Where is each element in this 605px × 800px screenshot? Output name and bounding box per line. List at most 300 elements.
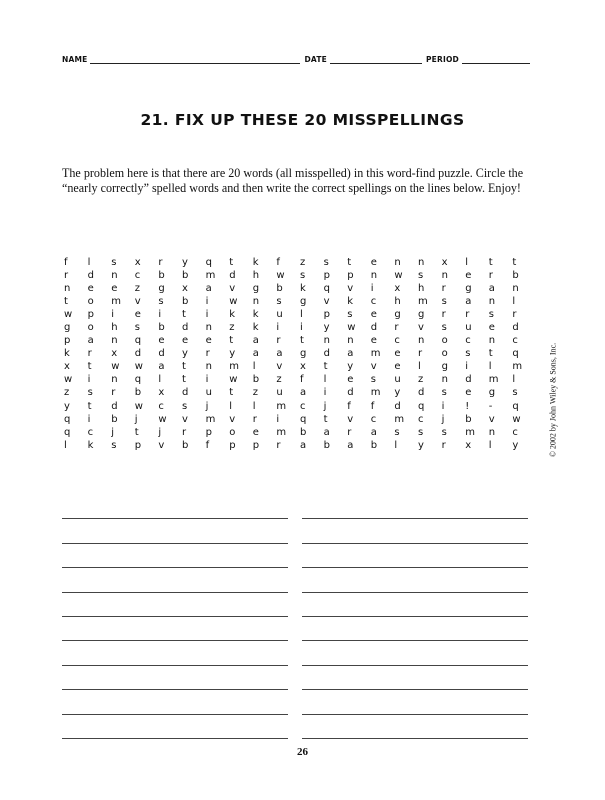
grid-letter[interactable]: j xyxy=(134,413,138,425)
name-blank[interactable] xyxy=(90,54,300,64)
grid-letter[interactable]: s xyxy=(347,309,353,321)
grid-letter[interactable]: z xyxy=(134,283,141,295)
grid-letter[interactable]: s xyxy=(370,374,377,386)
grid-letter[interactable]: w xyxy=(111,361,120,373)
grid-letter[interactable]: c xyxy=(370,413,377,425)
grid-letter[interactable]: g xyxy=(465,283,472,295)
grid-letter[interactable]: v xyxy=(347,413,354,425)
grid-letter[interactable]: m xyxy=(465,426,475,438)
grid-letter[interactable]: q xyxy=(418,400,425,412)
grid-letter[interactable]: x xyxy=(300,361,306,373)
grid-letter[interactable]: w xyxy=(229,296,238,308)
grid-letter[interactable]: s xyxy=(418,270,424,282)
grid-letter[interactable]: p xyxy=(205,426,212,438)
grid-letter[interactable]: n xyxy=(370,270,378,282)
grid-letter[interactable]: j xyxy=(205,400,209,412)
grid-letter[interactable]: c xyxy=(465,335,471,347)
grid-letter[interactable]: k xyxy=(229,309,235,321)
grid-letter[interactable]: a xyxy=(465,296,472,308)
grid-letter[interactable]: q xyxy=(300,413,307,425)
grid-letter[interactable]: k xyxy=(64,348,70,360)
grid-letter[interactable]: f xyxy=(347,400,351,412)
answer-line[interactable] xyxy=(62,593,288,617)
grid-letter[interactable]: t xyxy=(300,335,304,347)
grid-letter[interactable]: ! xyxy=(465,400,470,412)
grid-letter[interactable]: b xyxy=(182,439,189,451)
grid-letter[interactable]: n xyxy=(488,296,496,308)
grid-letter[interactable]: a xyxy=(347,348,354,360)
grid-letter[interactable]: w xyxy=(64,374,73,386)
grid-letter[interactable]: n xyxy=(252,296,260,308)
answer-line[interactable] xyxy=(62,519,288,543)
answer-line[interactable] xyxy=(302,544,528,568)
grid-letter[interactable]: q xyxy=(64,413,71,425)
grid-letter[interactable]: k xyxy=(252,322,259,334)
grid-letter[interactable]: m xyxy=(370,348,381,360)
grid-letter[interactable]: m xyxy=(205,270,216,282)
grid-letter[interactable]: e xyxy=(465,270,472,282)
grid-letter[interactable]: v xyxy=(134,296,141,308)
grid-letter[interactable]: q xyxy=(512,348,519,360)
grid-letter[interactable]: l xyxy=(64,439,67,451)
grid-letter[interactable]: e xyxy=(111,283,118,295)
grid-letter[interactable]: d xyxy=(87,270,94,282)
answer-line[interactable] xyxy=(62,715,288,739)
answer-line[interactable] xyxy=(302,641,528,665)
grid-letter[interactable]: s xyxy=(394,426,400,438)
grid-letter[interactable]: l xyxy=(512,374,516,386)
grid-letter[interactable]: x xyxy=(158,387,165,399)
grid-letter[interactable]: i xyxy=(465,361,468,373)
grid-letter[interactable]: l xyxy=(229,400,232,412)
grid-letter[interactable]: r xyxy=(205,348,210,360)
grid-letter[interactable]: l xyxy=(418,361,421,373)
grid-letter[interactable]: b xyxy=(300,426,307,438)
grid-letter[interactable]: b xyxy=(182,270,189,282)
grid-letter[interactable]: x xyxy=(394,283,401,295)
grid-letter[interactable]: s xyxy=(158,296,164,308)
grid-letter[interactable]: l xyxy=(300,309,303,321)
grid-letter[interactable]: i xyxy=(300,322,303,334)
grid-letter[interactable]: y xyxy=(512,439,519,451)
grid-letter[interactable]: a xyxy=(488,283,495,295)
grid-letter[interactable]: c xyxy=(370,296,377,308)
grid-letter[interactable]: l xyxy=(488,361,492,373)
grid-letter[interactable]: b xyxy=(465,413,472,425)
grid-letter[interactable]: f xyxy=(276,257,280,268)
grid-letter[interactable]: r xyxy=(158,257,163,268)
grid-letter[interactable]: t xyxy=(229,387,234,399)
grid-letter[interactable]: n xyxy=(64,283,71,295)
grid-letter[interactable]: n xyxy=(111,270,118,282)
grid-letter[interactable]: b xyxy=(158,322,165,334)
grid-letter[interactable]: m xyxy=(512,361,523,373)
grid-letter[interactable]: m xyxy=(111,296,121,308)
grid-letter[interactable]: f xyxy=(370,400,375,412)
grid-letter[interactable]: s xyxy=(441,426,447,438)
grid-letter[interactable]: w xyxy=(134,361,143,373)
grid-letter[interactable]: s xyxy=(111,439,117,451)
answer-line[interactable] xyxy=(62,641,288,665)
grid-letter[interactable]: g xyxy=(394,309,401,321)
grid-letter[interactable]: l xyxy=(158,374,162,386)
grid-letter[interactable]: j xyxy=(111,426,114,438)
grid-letter[interactable]: a xyxy=(252,348,259,360)
grid-letter[interactable]: d xyxy=(158,348,165,360)
grid-letter[interactable]: k xyxy=(252,257,259,268)
grid-letter[interactable]: d xyxy=(418,387,425,399)
grid-letter[interactable]: l xyxy=(465,257,468,268)
grid-letter[interactable]: t xyxy=(323,361,328,373)
grid-letter[interactable]: q xyxy=(134,374,142,386)
grid-letter[interactable]: b xyxy=(370,439,378,451)
grid-letter[interactable]: k xyxy=(300,283,306,295)
grid-letter[interactable]: n xyxy=(488,335,496,347)
grid-letter[interactable]: m xyxy=(205,413,216,425)
grid-letter[interactable]: w xyxy=(64,309,73,321)
grid-letter[interactable]: y xyxy=(323,322,330,334)
grid-letter[interactable]: v xyxy=(347,283,354,295)
grid-letter[interactable]: s xyxy=(512,387,518,399)
grid-letter[interactable]: o xyxy=(229,426,236,438)
grid-letter[interactable]: l xyxy=(488,439,492,451)
grid-letter[interactable]: s xyxy=(441,322,447,334)
grid-letter[interactable]: g xyxy=(64,322,71,334)
grid-letter[interactable]: p xyxy=(64,335,71,347)
grid-letter[interactable]: h xyxy=(252,270,260,282)
grid-letter[interactable]: z xyxy=(300,257,306,268)
answer-line[interactable] xyxy=(302,593,528,617)
grid-letter[interactable]: s xyxy=(418,426,424,438)
grid-letter[interactable]: t xyxy=(347,257,352,268)
grid-letter[interactable]: c xyxy=(512,335,518,347)
grid-letter[interactable]: a xyxy=(205,283,212,295)
grid-letter[interactable]: s xyxy=(182,400,188,412)
grid-letter[interactable]: w xyxy=(394,270,403,282)
grid-letter[interactable]: l xyxy=(252,361,256,373)
grid-letter[interactable]: c xyxy=(87,426,94,438)
grid-letter[interactable]: c xyxy=(158,400,164,412)
grid-letter[interactable]: j xyxy=(158,426,162,438)
grid-letter[interactable]: r xyxy=(87,348,92,360)
grid-letter[interactable]: z xyxy=(418,374,424,386)
grid-letter[interactable]: a xyxy=(370,426,377,438)
grid-letter[interactable]: d xyxy=(182,387,189,399)
grid-letter[interactable]: s xyxy=(300,270,306,282)
grid-letter[interactable]: u xyxy=(276,309,283,321)
grid-letter[interactable]: b xyxy=(252,374,260,386)
grid-letter[interactable]: a xyxy=(347,439,354,451)
grid-letter[interactable]: n xyxy=(488,426,496,438)
grid-letter[interactable]: v xyxy=(229,413,236,425)
grid-letter[interactable]: n xyxy=(418,335,425,347)
grid-letter[interactable]: w xyxy=(158,413,167,425)
grid-letter[interactable]: x xyxy=(441,257,448,268)
grid-letter[interactable]: n xyxy=(205,322,212,334)
grid-letter[interactable]: s xyxy=(111,257,117,268)
grid-letter[interactable]: y xyxy=(229,348,236,360)
grid-letter[interactable]: x xyxy=(465,439,472,451)
grid-letter[interactable]: e xyxy=(182,335,189,347)
grid-letter[interactable]: a xyxy=(323,426,330,438)
grid-letter[interactable]: c xyxy=(418,413,424,425)
grid-letter[interactable]: d xyxy=(323,348,330,360)
answer-line[interactable] xyxy=(302,568,528,592)
grid-letter[interactable]: p xyxy=(323,309,330,321)
grid-letter[interactable]: k xyxy=(87,439,94,451)
grid-letter[interactable]: r xyxy=(64,270,69,282)
grid-letter[interactable]: r xyxy=(276,439,281,451)
grid-letter[interactable]: b xyxy=(134,387,142,399)
grid-letter[interactable]: e xyxy=(205,335,212,347)
grid-letter[interactable]: t xyxy=(87,400,92,412)
grid-letter[interactable]: w xyxy=(276,270,285,282)
grid-letter[interactable]: r xyxy=(441,439,446,451)
grid-letter[interactable]: m xyxy=(488,374,499,386)
answer-line[interactable] xyxy=(62,617,288,641)
grid-letter[interactable]: s xyxy=(87,387,93,399)
grid-letter[interactable]: v xyxy=(276,361,283,373)
grid-letter[interactable]: s xyxy=(488,309,495,321)
grid-letter[interactable]: d xyxy=(347,387,354,399)
grid-letter[interactable]: n xyxy=(111,374,118,386)
answer-line[interactable] xyxy=(302,715,528,739)
grid-letter[interactable]: r xyxy=(111,387,116,399)
grid-letter[interactable]: i xyxy=(276,413,280,425)
grid-letter[interactable]: g xyxy=(252,283,260,295)
grid-letter[interactable]: r xyxy=(252,413,257,425)
grid-letter[interactable]: w xyxy=(229,374,238,386)
grid-letter[interactable]: e xyxy=(134,309,141,321)
grid-letter[interactable]: n xyxy=(323,335,330,347)
grid-letter[interactable]: z xyxy=(252,387,259,399)
grid-letter[interactable]: s xyxy=(465,348,471,360)
grid-letter[interactable]: n xyxy=(111,335,118,347)
grid-letter[interactable]: j xyxy=(323,400,327,412)
grid-letter[interactable]: - xyxy=(488,400,493,412)
grid-letter[interactable]: y xyxy=(64,400,70,412)
grid-letter[interactable]: s xyxy=(441,296,447,308)
grid-letter[interactable]: r xyxy=(465,309,470,321)
grid-letter[interactable]: i xyxy=(323,387,327,399)
answer-line[interactable] xyxy=(62,666,288,690)
grid-letter[interactable]: m xyxy=(229,361,239,373)
grid-letter[interactable]: l xyxy=(87,257,91,268)
grid-letter[interactable]: l xyxy=(512,296,516,308)
grid-letter[interactable]: n xyxy=(418,257,425,268)
date-blank[interactable] xyxy=(330,54,422,64)
grid-letter[interactable]: l xyxy=(252,400,256,412)
grid-letter[interactable]: l xyxy=(323,374,327,386)
grid-letter[interactable]: b xyxy=(111,413,118,425)
grid-letter[interactable]: i xyxy=(87,374,91,386)
grid-letter[interactable]: e xyxy=(370,257,377,268)
grid-letter[interactable]: i xyxy=(87,413,91,425)
grid-letter[interactable]: a xyxy=(252,335,259,347)
grid-letter[interactable]: q xyxy=(205,257,212,268)
grid-letter[interactable]: f xyxy=(300,374,304,386)
answer-line[interactable] xyxy=(302,690,528,714)
grid-letter[interactable]: r xyxy=(182,426,187,438)
grid-letter[interactable]: b xyxy=(182,296,189,308)
grid-letter[interactable]: z xyxy=(64,387,70,399)
grid-letter[interactable]: d xyxy=(182,322,189,334)
grid-letter[interactable]: n xyxy=(512,283,519,295)
grid-letter[interactable]: m xyxy=(418,296,428,308)
grid-letter[interactable]: f xyxy=(205,439,210,451)
word-find-grid[interactable] xyxy=(62,256,534,452)
grid-letter[interactable]: h xyxy=(394,296,401,308)
grid-letter[interactable]: t xyxy=(87,361,92,373)
grid-letter[interactable]: d xyxy=(394,400,401,412)
grid-letter[interactable]: d xyxy=(370,322,378,334)
grid-letter[interactable]: p xyxy=(229,439,236,451)
grid-letter[interactable]: a xyxy=(158,361,165,373)
grid-letter[interactable]: v xyxy=(158,439,165,451)
grid-letter[interactable]: x xyxy=(134,257,141,268)
grid-letter[interactable]: b xyxy=(158,270,165,282)
grid-letter[interactable]: n xyxy=(347,335,354,347)
grid-letter[interactable]: t xyxy=(323,413,328,425)
grid-letter[interactable]: w xyxy=(512,413,521,425)
answer-line[interactable] xyxy=(302,666,528,690)
grid-letter[interactable]: m xyxy=(276,400,287,412)
grid-letter[interactable]: o xyxy=(87,322,94,334)
grid-letter[interactable]: t xyxy=(134,426,139,438)
grid-letter[interactable]: o xyxy=(87,296,94,308)
grid-letter[interactable]: n xyxy=(205,361,212,373)
grid-letter[interactable]: y xyxy=(182,257,188,268)
grid-letter[interactable]: v xyxy=(488,413,495,425)
grid-letter[interactable]: v xyxy=(323,296,330,308)
answer-line[interactable] xyxy=(302,519,528,543)
answer-line[interactable] xyxy=(62,544,288,568)
grid-letter[interactable]: r xyxy=(418,348,423,360)
grid-letter[interactable]: p xyxy=(252,439,260,451)
grid-letter[interactable]: j xyxy=(441,413,445,425)
grid-letter[interactable]: i xyxy=(276,322,280,334)
grid-letter[interactable]: e xyxy=(87,283,94,295)
grid-letter[interactable]: d xyxy=(111,400,118,412)
grid-letter[interactable]: n xyxy=(441,270,448,282)
grid-letter[interactable]: s xyxy=(134,322,141,334)
grid-letter[interactable]: k xyxy=(347,296,353,308)
answer-line[interactable] xyxy=(62,568,288,592)
period-blank[interactable] xyxy=(462,54,530,64)
grid-letter[interactable]: i xyxy=(205,309,209,321)
grid-letter[interactable]: e xyxy=(370,335,377,347)
grid-letter[interactable]: y xyxy=(182,348,188,360)
grid-letter[interactable]: g xyxy=(300,296,307,308)
grid-letter[interactable]: g xyxy=(488,387,496,399)
grid-letter[interactable]: d xyxy=(134,348,142,360)
grid-letter[interactable]: x xyxy=(182,283,188,295)
grid-letter[interactable]: t xyxy=(182,361,186,373)
grid-letter[interactable]: e xyxy=(394,361,401,373)
grid-letter[interactable]: d xyxy=(465,374,472,386)
grid-letter[interactable]: c xyxy=(300,400,306,412)
grid-letter[interactable]: q xyxy=(134,335,142,347)
grid-letter[interactable]: s xyxy=(323,257,329,268)
grid-letter[interactable]: z xyxy=(276,374,282,386)
grid-letter[interactable]: k xyxy=(252,309,259,321)
grid-letter[interactable]: t xyxy=(512,257,517,268)
answer-line[interactable] xyxy=(62,690,288,714)
grid-letter[interactable]: r xyxy=(394,322,399,334)
grid-letter[interactable]: e xyxy=(158,335,165,347)
grid-letter[interactable]: t xyxy=(64,296,68,308)
answer-line[interactable] xyxy=(62,495,288,519)
grid-letter[interactable]: y xyxy=(418,439,424,451)
grid-letter[interactable]: v xyxy=(418,322,424,334)
grid-letter[interactable]: e xyxy=(252,426,259,438)
grid-letter[interactable]: t xyxy=(182,374,186,386)
grid-letter[interactable]: t xyxy=(488,257,493,268)
grid-letter[interactable]: q xyxy=(512,400,519,412)
grid-letter[interactable]: s xyxy=(441,387,447,399)
grid-letter[interactable]: b xyxy=(323,439,330,451)
grid-letter[interactable]: y xyxy=(394,387,401,399)
grid-letter[interactable]: t xyxy=(229,335,234,347)
grid-letter[interactable]: p xyxy=(134,439,142,451)
grid-letter[interactable]: t xyxy=(488,348,493,360)
grid-letter[interactable]: x xyxy=(111,348,118,360)
grid-letter[interactable]: i xyxy=(205,374,209,386)
grid-letter[interactable]: v xyxy=(182,413,188,425)
grid-letter[interactable]: w xyxy=(347,322,356,334)
grid-letter[interactable]: p xyxy=(347,270,354,282)
grid-letter[interactable]: h xyxy=(111,322,118,334)
grid-letter[interactable]: e xyxy=(488,322,495,334)
grid-letter[interactable]: o xyxy=(441,335,448,347)
grid-letter[interactable]: e xyxy=(370,309,377,321)
answer-line[interactable] xyxy=(302,617,528,641)
grid-letter[interactable]: r xyxy=(347,426,352,438)
grid-letter[interactable]: r xyxy=(488,270,493,282)
grid-letter[interactable]: r xyxy=(441,309,446,321)
grid-letter[interactable]: e xyxy=(465,387,472,399)
grid-letter[interactable]: x xyxy=(64,361,70,373)
grid-letter[interactable]: a xyxy=(300,439,307,451)
grid-letter[interactable]: g xyxy=(441,361,448,373)
grid-letter[interactable]: g xyxy=(418,309,425,321)
grid-letter[interactable]: b xyxy=(512,270,519,282)
grid-letter[interactable]: o xyxy=(441,348,448,360)
grid-letter[interactable]: r xyxy=(276,335,281,347)
grid-letter[interactable]: g xyxy=(158,283,165,295)
grid-letter[interactable]: a xyxy=(276,348,283,360)
grid-letter[interactable]: m xyxy=(370,387,381,399)
grid-letter[interactable]: t xyxy=(229,257,234,268)
grid-letter[interactable]: l xyxy=(394,439,398,451)
grid-letter[interactable]: i xyxy=(158,309,162,321)
grid-letter[interactable]: v xyxy=(370,361,377,373)
grid-letter[interactable]: u xyxy=(465,322,472,334)
grid-letter[interactable]: f xyxy=(64,257,68,268)
grid-letter[interactable]: i xyxy=(205,296,209,308)
grid-letter[interactable]: a xyxy=(87,335,94,347)
grid-letter[interactable]: e xyxy=(347,374,354,386)
grid-letter[interactable]: h xyxy=(418,283,425,295)
grid-letter[interactable]: i xyxy=(370,283,374,295)
grid-letter[interactable]: c xyxy=(512,426,518,438)
grid-letter[interactable]: d xyxy=(512,322,519,334)
grid-letter[interactable]: p xyxy=(87,309,94,321)
grid-letter[interactable]: i xyxy=(111,309,114,321)
grid-letter[interactable]: g xyxy=(300,348,307,360)
answer-line[interactable] xyxy=(302,495,528,519)
grid-letter[interactable]: u xyxy=(276,387,283,399)
